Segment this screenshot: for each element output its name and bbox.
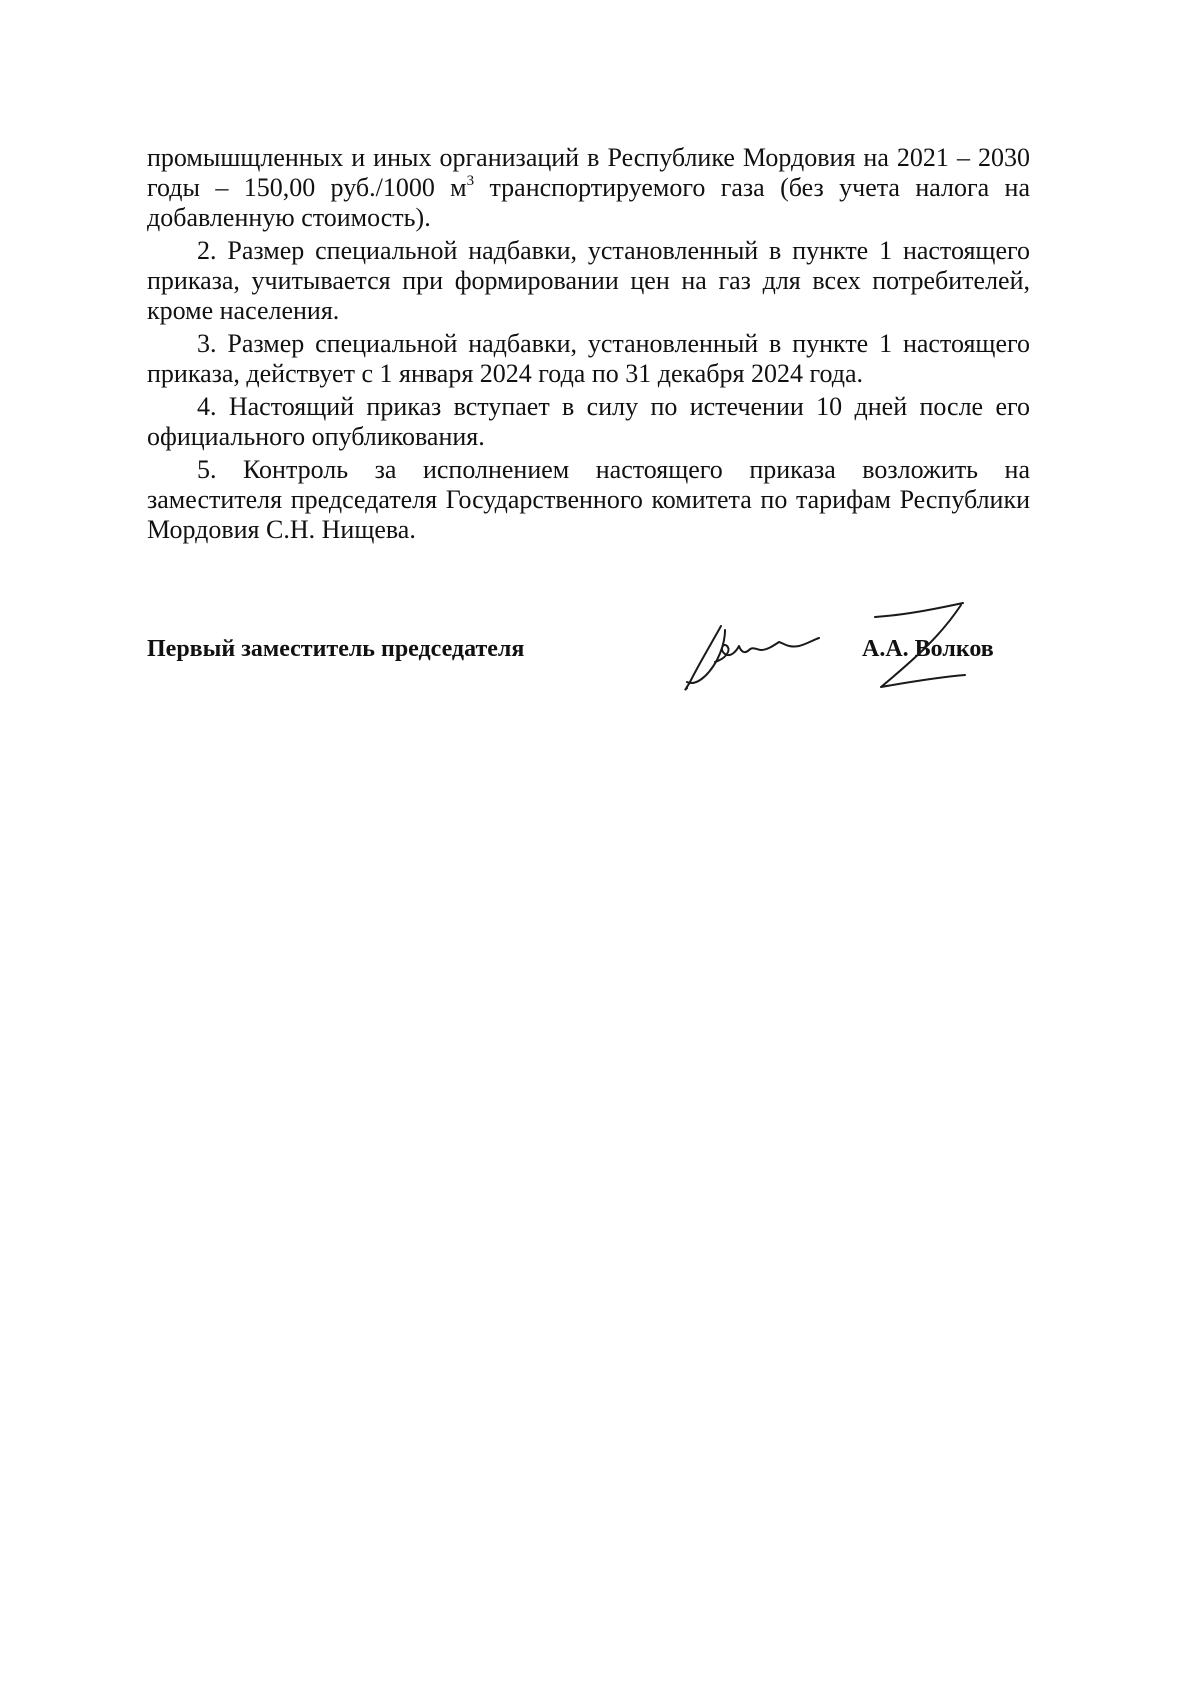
signer-title: Первый заместитель председателя: [147, 636, 525, 662]
signature-flourish: [845, 595, 985, 695]
paragraph-4: 4. Настоящий приказ вступает в силу по истечении 10 дней после его официального опубликования.: [147, 392, 1030, 451]
paragraph-3: 3. Размер специальной надбавки, установленный в пункте 1 настоящего приказа, действует с 1 января 2024 года по 31 декабря 2024 года.: [147, 329, 1030, 388]
document-body: [147, 143, 1030, 548]
signer-name: А.А. Волков: [862, 636, 994, 662]
paragraph-1-text-end: транспортируемого газа (без учета налога на добавленную стоимость).: [147, 173, 1030, 232]
handwritten-signature: [675, 620, 835, 695]
paragraph-5: 5. Контроль за исполнением настоящего приказа возложить на заместителя председателя Государственного комитета по тарифам Республики Мордовия С.Н. Нищева.: [147, 455, 1030, 544]
signature-block: [0, 590, 1200, 720]
paragraph-2: 2. Размер специальной надбавки, установленный в пункте 1 настоящего приказа, учитывается при формировании цен на газ для всех потребителей, кроме населения.: [147, 236, 1030, 325]
paragraph-1-text: промышщленных и иных организаций в Республике Мордовия на 2021 – 2030 годы – 150,00 руб./1000 м: [147, 143, 1030, 202]
cubic-superscript: 3: [466, 173, 475, 189]
paragraph-1: [147, 143, 1030, 233]
